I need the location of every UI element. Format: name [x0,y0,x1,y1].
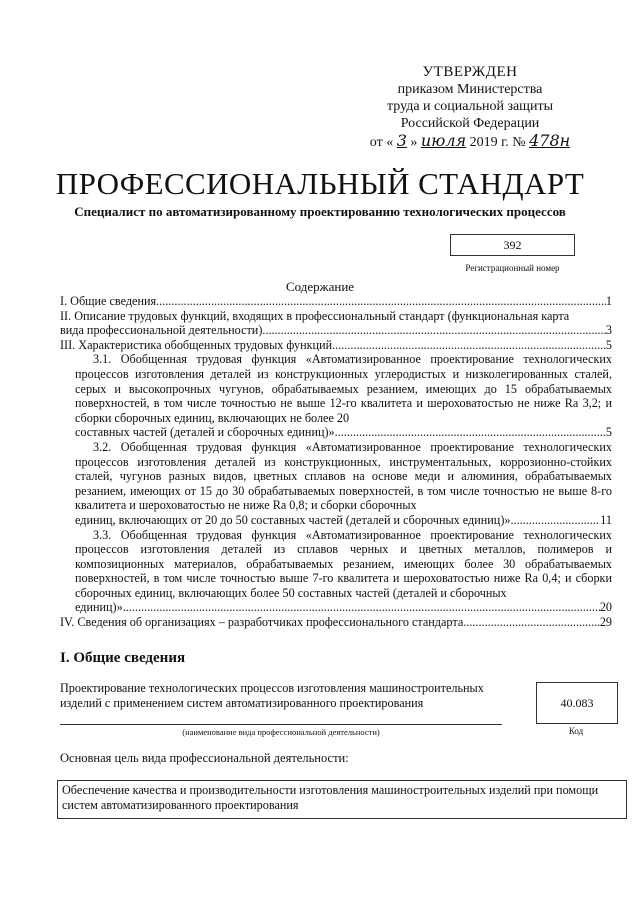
toc-entry[interactable] [60,294,612,309]
registration-number-label: Регистрационный номер [465,263,560,273]
toc-entry[interactable] [60,338,612,353]
registration-number-box: 392 [450,234,575,256]
date-day: 3 [396,131,407,150]
activity-code-label: Код [568,726,584,736]
page-title: ПРОФЕССИОНАЛЬНЫЙ СТАНДАРТ [55,166,585,201]
activity-code: 40.083 [536,682,618,724]
toc-entry-label: составных частей (деталей и сборочных единиц)» [75,425,335,440]
toc-entry-label: IV. Сведения об организациях – разработчиках профессионального стандарта [60,615,464,630]
activity-name-caption: (наименование вида профессиональной деятельности) [182,727,380,737]
toc-entry[interactable] [60,528,612,616]
goal-label: Основная цель вида профессиональной деятельности: [60,751,349,765]
toc-entry-label: вида профессиональной деятельности) [60,323,263,338]
toc-entry-page: 11 [600,512,612,527]
approval-date [340,132,600,151]
toc-entry-page: 3 [605,323,612,338]
toc-entry-page: 20 [599,600,612,615]
toc-entry-text: 3.1. Обобщенная трудовая функция «Автоматизированное проектирование технологических процессов изготовления деталей из конструкционных углеродистых и низколегированных сталей, серых и высокопрочных чугунов, обрабатываемых резанием, имеющих до 15 обрабатываемых поверхностей, в том числе точностью не выше 12-го квалитета и шероховатостью не ниже Ra 3,2; и сборки сборочных единиц, включающих не более 20 [75,352,612,425]
approval-stamp [340,64,600,151]
toc-entry-label: I. Общие сведения [60,294,157,308]
toc-entry-page: 1 [605,294,612,308]
date-mid: » [410,135,418,150]
toc-entry-text: II. Описание трудовых функций, входящих в профессиональный стандарт (функциональная карта [60,308,570,323]
date-year: 2019 г. № [469,135,526,150]
table-of-contents [60,294,612,630]
date-number: 478н [529,131,571,150]
toc-entry-page: 5 [605,337,612,352]
section-heading: I. Общие сведения [60,650,186,666]
toc-entry-text: 3.2. Обобщенная трудовая функция «Автоматизированное проектирование технологических процессов изготовления деталей из конструкционных, инструментальных, коррозионно-стойких сталей, чугунов разных видов, цветных сплавов на основе меди и алюминия, обрабатываемых резанием, имеющих от 15 до 30 обрабатываемых поверхностей, в том числе точностью не выше 8-го квалитета и шероховатостью не ниже Ra 0,8; и сборки сборочных [75,439,612,513]
goal-text: Обеспечение качества и производительности изготовления машиностроительных изделий при помощи систем автоматизированного проектирования [57,780,627,819]
toc-entry[interactable] [60,440,612,528]
toc-entry-text: 3.3. Обобщенная трудовая функция «Автоматизированное проектирование технологических процессов изготовления деталей из сплавов черных и цветных металлов, полимеров и композиционных материалов, обрабатываемых резанием, имеющих более 30 обрабатываемых поверхностей, в том числе точностью выше 7-го квалитета и шероховатостью ниже Ra 0,4; и сборки сборочных единиц, включающих более 50 составных частей (деталей и сборочных [75,527,612,600]
toc-entry-page: 29 [599,615,612,630]
toc-entry[interactable] [60,615,612,630]
toc-heading: Содержание [285,279,355,294]
approval-title: УТВЕРЖДЕН [422,64,518,80]
approval-line: Российской Федерации [400,116,540,131]
toc-entry[interactable] [60,352,612,440]
toc-entry-label: единиц, включающих от 20 до 50 составных частей (деталей и сборочных единиц)» [75,512,511,527]
toc-entry-label: III. Характеристика обобщенных трудовых функций [60,337,333,352]
toc-entry-label: единиц)» [75,600,123,615]
approval-line: приказом Министерства [397,82,543,97]
date-prefix: от « [369,135,394,150]
page-subtitle: Специалист по автоматизированному проектированию технологических процессов [74,204,566,219]
approval-line: труда и социальной защиты [387,99,553,114]
divider [60,724,502,725]
activity-name: Проектирование технологических процессов изготовления машиностроительных изделий с применением систем автоматизированного проектирования [60,681,484,710]
toc-entry-page: 5 [605,425,612,440]
toc-entry[interactable] [60,309,612,338]
date-month: июля [420,131,467,150]
